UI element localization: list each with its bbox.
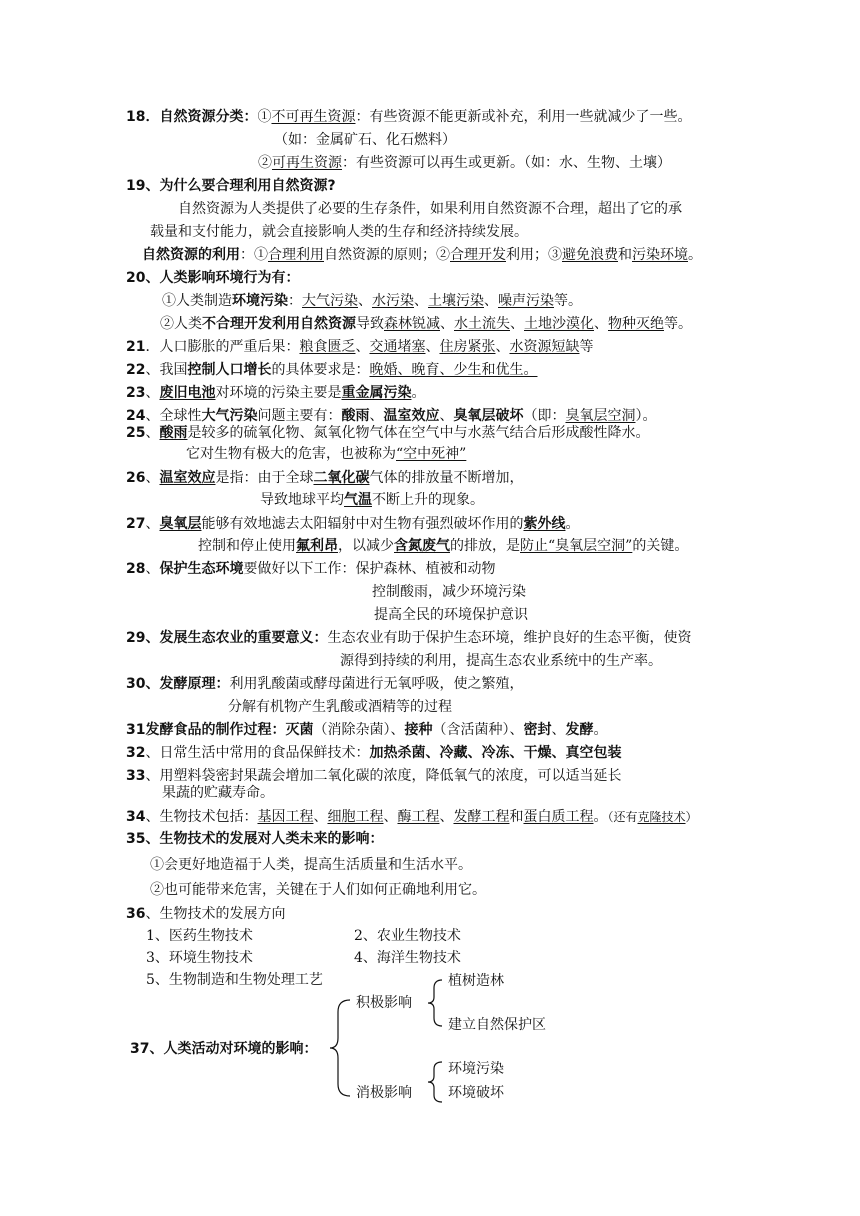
bold-term: 控制人口增长 [187,362,272,378]
bold-term: 废旧电池 [159,385,216,401]
bold-term: 温室效应 [383,408,440,424]
text: 和 [509,809,524,825]
item-23 [126,384,425,402]
item-number: 33 [126,768,146,784]
direction-2: 2、农业生物技术 [354,928,461,944]
item-number: 27 [126,516,146,532]
item-30-line-2: 分解有机物产生乳酸或酒精等的过程 [228,699,452,715]
item-37-title: 37、人类活动对环境的影响： [130,1041,318,1057]
text: ①人类制造 [162,293,232,309]
item-36-title: 、生物技术的发展方向 [145,906,286,922]
item-29-title: 29、发展生态农业的重要意义： [126,630,328,646]
item-31-title: 31发酵食品的制作过程： [126,722,286,738]
item-number: 26 [126,470,146,486]
item-34-note [607,810,697,824]
positive-impact-label: 积极影响 [356,995,412,1011]
item-18-desc-1: ：有些资源不能更新或补充，利用一些就减少了一些。 [355,109,692,125]
term: 酶工程 [397,809,440,825]
text: ）。 [635,408,657,424]
term: 蛋白质工程 [523,809,594,825]
term: 发酵工程 [453,809,510,825]
term: 污染环境 [632,247,688,263]
circled-number: ② [258,155,272,171]
term: 噪声污染 [498,293,554,309]
item-36-heading [126,905,285,923]
term: 水污染 [372,293,414,309]
bold-term: 温室效应 [159,470,216,486]
item-26-line-1 [126,469,523,487]
item-18-line-3 [258,154,671,172]
text: 、 [551,722,566,738]
text: 和 [618,247,632,263]
text: 、日常生活中常用的食品保鲜技术： [145,745,370,761]
text: （消除杂菌）、 [313,722,405,738]
bold-term: 大气污染 [201,408,258,424]
bold-term: 环境污染 [232,293,288,309]
negative-brace [426,1062,444,1102]
item-20-line-1 [162,292,582,310]
item-29-line-2: 源得到持续的利用，提高生态农业系统中的生产率。 [340,653,662,669]
text: 控制和停止使用 [198,538,296,554]
term: 克隆技术 [637,810,686,824]
item-18-title: 自然资源分类： [159,109,258,125]
bold-term: 二氧化碳 [313,470,370,486]
term: 合理利用 [268,247,324,263]
resource-use-label: 自然资源的利用 [142,247,240,263]
item-25-line-1 [126,424,649,442]
text: （还有 [607,810,638,824]
item-35-point-1: ①会更好地造福于人类，提高生活质量和生活水平。 [150,857,472,873]
text: ，以减少 [338,538,394,554]
item-number: 32 [126,745,146,761]
item-36-number: 36 [126,906,146,922]
item-35-point-2: ②也可能带来危害，关键在于人们如何正确地利用它。 [150,882,486,898]
text: 的关键。 [632,538,689,554]
term: 避免浪费 [562,247,618,263]
bold-term: 气温 [344,492,372,508]
bold-term: 紫外线 [523,516,566,532]
text: 、 [145,561,160,577]
text: ： [288,293,302,309]
bold-term: 臭氧层 [159,516,202,532]
separator: 、 [439,809,454,825]
item-20-number: 20 [126,270,146,286]
text: 的排放，是 [450,538,520,554]
bold-term: 接种 [404,722,433,738]
term: 水土流失 [454,316,510,332]
text: 、我国 [145,362,188,378]
item-19-paragraph-2: 载量和支付能力，就会直接影响人类的生存和经济持续发展。 [150,224,528,240]
text: 、 [145,425,160,441]
item-20-title: 、人类影响环境行为有： [145,270,300,286]
text: 不断上升的现象。 [372,492,484,508]
text: 导致 [356,316,384,332]
term: 大气污染 [302,293,358,309]
separator: 、 [425,339,440,355]
term-nonrenewable: 不可再生资源 [271,109,356,125]
item-18-example-1: （如：金属矿石、化石燃料） [274,132,456,148]
item-19-paragraph-1: 自然资源为人类提供了必要的生存条件，如果利用自然资源不合理，超出了它的承 [178,201,682,217]
direction-3: 3、环境生物技术 [146,950,253,966]
item-34 [126,808,698,826]
bold-term: 臭氧层破坏 [453,408,524,424]
term: 基因工程 [257,809,314,825]
term: 细胞工程 [327,809,384,825]
separator: 、 [594,316,608,332]
item-19-title: 、为什么要合理利用自然资源? [145,178,336,194]
item-22 [126,361,537,379]
term: 住房紧张 [439,339,496,355]
item-29-line-1 [126,629,691,647]
item-27-line-1 [126,515,579,533]
item-26-line-2 [260,491,484,509]
text: 对环境的污染主要是 [215,385,342,401]
negative-impact-item-1: 环境污染 [448,1061,504,1077]
separator: 、 [383,809,398,825]
text: 气体的排放量不断增加， [369,470,524,486]
item-28-line-3: 提高全民的环境保护意识 [374,607,528,623]
item-21 [126,338,593,356]
bold-term: 发酵 [565,722,594,738]
term: 土地沙漠化 [524,316,594,332]
bold-term: 不合理开发利用自然资源 [202,316,356,332]
term: 晚婚、晚育、少生和优生。 [369,362,538,378]
item-30-line-1 [126,675,523,693]
term: 臭氧层空洞 [565,408,636,424]
text: 等。 [554,293,582,309]
item-27-line-2 [198,537,688,555]
item-33-line-2: 果蔬的贮藏寿命。 [162,785,274,801]
term: 森林锐减 [384,316,440,332]
text: 等。 [664,316,692,332]
text: 。 [593,722,608,738]
term: 土壤污染 [428,293,484,309]
separator: 、 [440,316,454,332]
main-brace [328,1000,352,1096]
term: 水资源短缺 [509,339,580,355]
item-28-line-2: 控制酸雨，减少环境污染 [372,584,526,600]
item-number: 24 [126,408,146,424]
term: 粮食匮乏 [299,339,356,355]
separator: 、 [358,293,372,309]
separator: 、 [495,339,510,355]
text: （含活菌种）、 [432,722,524,738]
item-32 [126,744,621,762]
item-19-number: 19 [126,178,146,194]
text: 要做好以下工作：保护森林、植被和动物 [243,561,496,577]
text: 。 [565,516,580,532]
item-20-heading [126,269,299,287]
negative-impact-label: 消极影响 [356,1085,412,1101]
text: ②人类 [160,316,202,332]
term: 交通堵塞 [369,339,426,355]
text: 利用；③ [506,247,562,263]
item-35-number: 35 [126,831,146,847]
separator: 、 [355,339,370,355]
item-18-desc-2: ：有些资源可以再生或更新。（如：水、生物、土壤） [342,155,671,171]
text: 、 [145,385,160,401]
bold-term: 氟利昂 [296,538,338,554]
text: 是指：由于全球 [215,470,314,486]
text: ） [685,810,698,824]
text: 、用塑料袋密封果蔬会增加二氧化碳的浓度，降低氧气的浓度，可以适当延长 [145,768,622,784]
direction-4: 4、海洋生物技术 [354,950,461,966]
item-number: 22 [126,362,146,378]
item-number: 28 [126,561,146,577]
separator: 、 [369,408,384,424]
text: 能够有效地滤去太阳辐射中对生物有强烈破坏作用的 [201,516,524,532]
item-25-line-2 [186,445,466,463]
item-number: 25 [126,425,146,441]
text: （即： [523,408,566,424]
item-number: 34 [126,809,146,825]
item-18-number: 18． [126,109,160,125]
text: 的具体要求是： [271,362,370,378]
text: 。 [688,247,702,263]
item-18-line-1 [126,108,691,126]
text: 。 [411,385,426,401]
direction-5: 5、生物制造和生物处理工艺 [146,972,323,988]
item-19-use-line [142,246,702,264]
text: ：① [240,247,268,263]
term: 物种灭绝 [608,316,664,332]
item-19-heading [126,177,336,195]
bold-term: 加热杀菌、冷藏、冷冻、干燥、真空包装 [369,745,622,761]
text: 、 [145,516,160,532]
item-24 [126,407,656,425]
text: 导致地球平均 [260,492,344,508]
item-31 [126,721,607,739]
text: 问题主要有： [257,408,342,424]
item-33-line-1 [126,767,621,785]
text: 是较多的硫氧化物、氮氧化物气体在空气中与水蒸气结合后形成酸性降水。 [187,425,650,441]
positive-impact-item-2: 建立自然保护区 [448,1017,546,1033]
separator: 、 [439,408,454,424]
text: 。 [593,809,608,825]
item-number: 21 [126,339,146,355]
positive-brace [426,980,444,1026]
text: 、生物技术包括： [145,809,258,825]
positive-impact-item-1: 植树造林 [448,973,504,989]
item-30-title: 30、发酵原理： [126,676,230,692]
term: 合理开发 [450,247,506,263]
term: “空中死神” [396,446,467,462]
bold-term: 含氮废气 [394,538,450,554]
bold-term: 重金属污染 [341,385,412,401]
bold-term: 灭菌 [285,722,314,738]
separator: 、 [484,293,498,309]
text: 它对生物有极大的危害，也被称为 [186,446,396,462]
text: 生态农业有助于保护生态环境，维护良好的生态平衡，使资 [327,630,692,646]
term: 防止“臭氧层空洞” [520,538,633,554]
item-number: 23 [126,385,146,401]
bold-term: 保护生态环境 [159,561,244,577]
item-28-line-1 [126,560,495,578]
text: ．人口膨胀的严重后果： [145,339,300,355]
item-35-heading [126,830,383,848]
bold-term: 密封 [523,722,552,738]
separator: 、 [313,809,328,825]
item-20-line-2 [160,315,692,333]
bold-term: 酸雨 [341,408,370,424]
text: 自然资源的原则；② [324,247,450,263]
item-35-title: 、生物技术的发展对人类未来的影响： [145,831,384,847]
text: 等 [579,339,594,355]
direction-1: 1、医药生物技术 [146,928,253,944]
text: 、 [145,470,160,486]
term-renewable: 可再生资源 [272,155,342,171]
bold-term: 酸雨 [159,425,188,441]
text: 利用乳酸菌或酵母菌进行无氧呼吸，使之繁殖， [229,676,524,692]
separator: 、 [510,316,524,332]
separator: 、 [414,293,428,309]
text: 、全球性 [145,408,202,424]
negative-impact-item-2: 环境破坏 [448,1085,504,1101]
circled-number: ① [257,109,272,125]
